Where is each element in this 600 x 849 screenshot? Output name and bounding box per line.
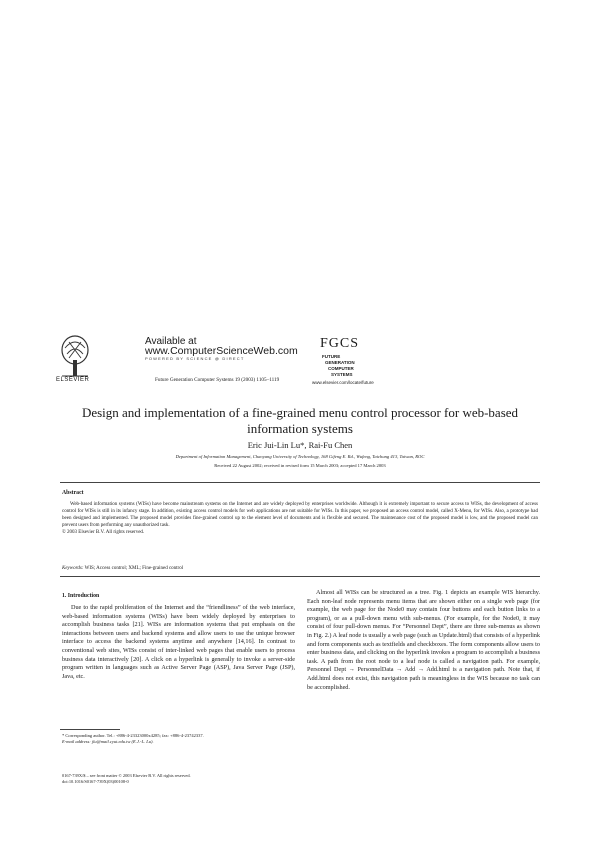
divider-top (60, 482, 540, 483)
available-at-label: Available at (145, 336, 197, 347)
abstract-text: Web-based information systems (WISs) have become mainstream systems on the Internet and are widely deployed by enterprises worldwide. Although it is extremely important to secure access to WISs, the development of access control for WISs is still in its infancy stage. In addition, existing access control models for web applications are not suitable for WISs. In this paper, we proposed an access control model, called X-Menu, for WISs. Also, a prototype had been designed and implemented. The proposed model provides fine-grained control up to the element level of documents and is flexible and secured. The maintenance cost of the proposed model is low, and the proposed model can prevent users from performing any unauthorized task. (62, 502, 538, 528)
journal-citation: Future Generation Computer Systems 19 (2003) 1105–1119 (155, 377, 280, 383)
abstract-copyright: © 2003 Elsevier B.V. All rights reserved. (62, 530, 145, 535)
journal-subtitle-line: GENERATION (325, 360, 355, 365)
elsevier-tree-logo (60, 334, 90, 378)
site-name-link[interactable]: www.ComputerScienceWeb.com (145, 345, 298, 357)
abstract-body (62, 501, 538, 536)
divider-bottom (60, 576, 540, 577)
powered-by-label: POWERED BY SCIENCE @ DIRECT (145, 356, 245, 361)
abstract-heading: Abstract (62, 490, 84, 496)
section-heading: 1. Introduction (62, 593, 100, 599)
author-affiliation: Department of Information Management, Chaoyang University of Technology, 168 Gifeng E. Rd., Wufeng, Taichung 413, Taiwan, ROC (175, 454, 425, 459)
keywords-value: WIS; Access control; XML; Fine-grained control (84, 566, 184, 571)
footer-issn: 0167-739X/$ – see front matter © 2003 Elsevier B.V. All rights reserved. (62, 773, 191, 778)
footnote-line: * Corresponding author. Tel.: +886-4-23323000x4285; fax: +886-4-23742337. (62, 733, 204, 738)
publisher-logo-text: ELSEVIER (56, 377, 90, 383)
paper-title: Design and implementation of a fine-grained menu control processor for web-based information systems (81, 405, 519, 436)
received-dates: Received 22 August 2002; received in revised form 15 March 2003; accepted 17 March 2003 (214, 463, 386, 468)
page-footer (62, 773, 362, 785)
keywords-label: Keywords: (62, 566, 84, 571)
journal-subtitle-line: SYSTEMS (331, 372, 353, 377)
left-column (62, 604, 295, 681)
intro-paragraph-right: Almost all WISs can be structured as a tree. Fig. 1 depicts an example WIS hierarchy. Each non-leaf node represents menu items that are shown either on a single web page (for example, the web page for the Node0 may contain four buttons and each button links to a program), or as a pull-down menu with sub-menus. (For example, for the Node0, it may consist of four pull-down menus. For “Personnel Dept”, there are three sub-menus as shown in Fig. 2.) A leaf node is usually a web page (such as Update.html) that consists of a hyperlink and form components such as textfields and checkboxes. The form components allow users to enter business data, and clicking on the hyperlink invokes a program to accomplish a business task. A path from the root node to a leaf node is called a navigation path. For example, Personnel Dept → PersonnelData → Add → Add.html is a navigation path. Note that, if Add.html does not exist, this navigation path is meaningless in the WIS because no task can be accomplished. (307, 589, 540, 691)
paper-authors: Eric Jui-Lin Lu*, Rai-Fu Chen (247, 440, 353, 450)
footer-doi: doi:10.1016/S0167-739X(03)00108-0 (62, 779, 129, 784)
intro-paragraph-left: Due to the rapid proliferation of the Internet and the “friendliness” of the web interface, web-based information systems (WISs) have been widely deployed by enterprises to accomplish business tasks [21]. WISs are information systems that put emphasis on the interactions between users and backend systems and allow users to use the unique browser interface to access the backend systems anytime and anywhere [14,16]. In contrast to conventional web sites, WISs consist of inter-linked web pages that enable users to process business data interactively [20]. A click on a hyperlink is generally to invoke a server-side program written in languages such as Active Server Page (ASP), Java Server Page (JSP), Java, etc. (62, 604, 295, 680)
footnote (62, 733, 295, 745)
journal-subtitle (322, 354, 355, 378)
journal-subtitle-line: FUTURE (322, 354, 341, 359)
right-column (307, 589, 540, 692)
keywords-line (62, 566, 538, 571)
journal-subtitle-line: COMPUTER (328, 366, 354, 371)
footnote-rule (60, 729, 120, 730)
footnote-email: E-mail address: jlu@mail.cyut.edu.tw (E.J.-L. Lu). (62, 739, 154, 744)
journal-abbrev: FGCS (320, 336, 360, 351)
journal-url-link[interactable]: www.elsevier.com/locate/future (312, 380, 374, 385)
